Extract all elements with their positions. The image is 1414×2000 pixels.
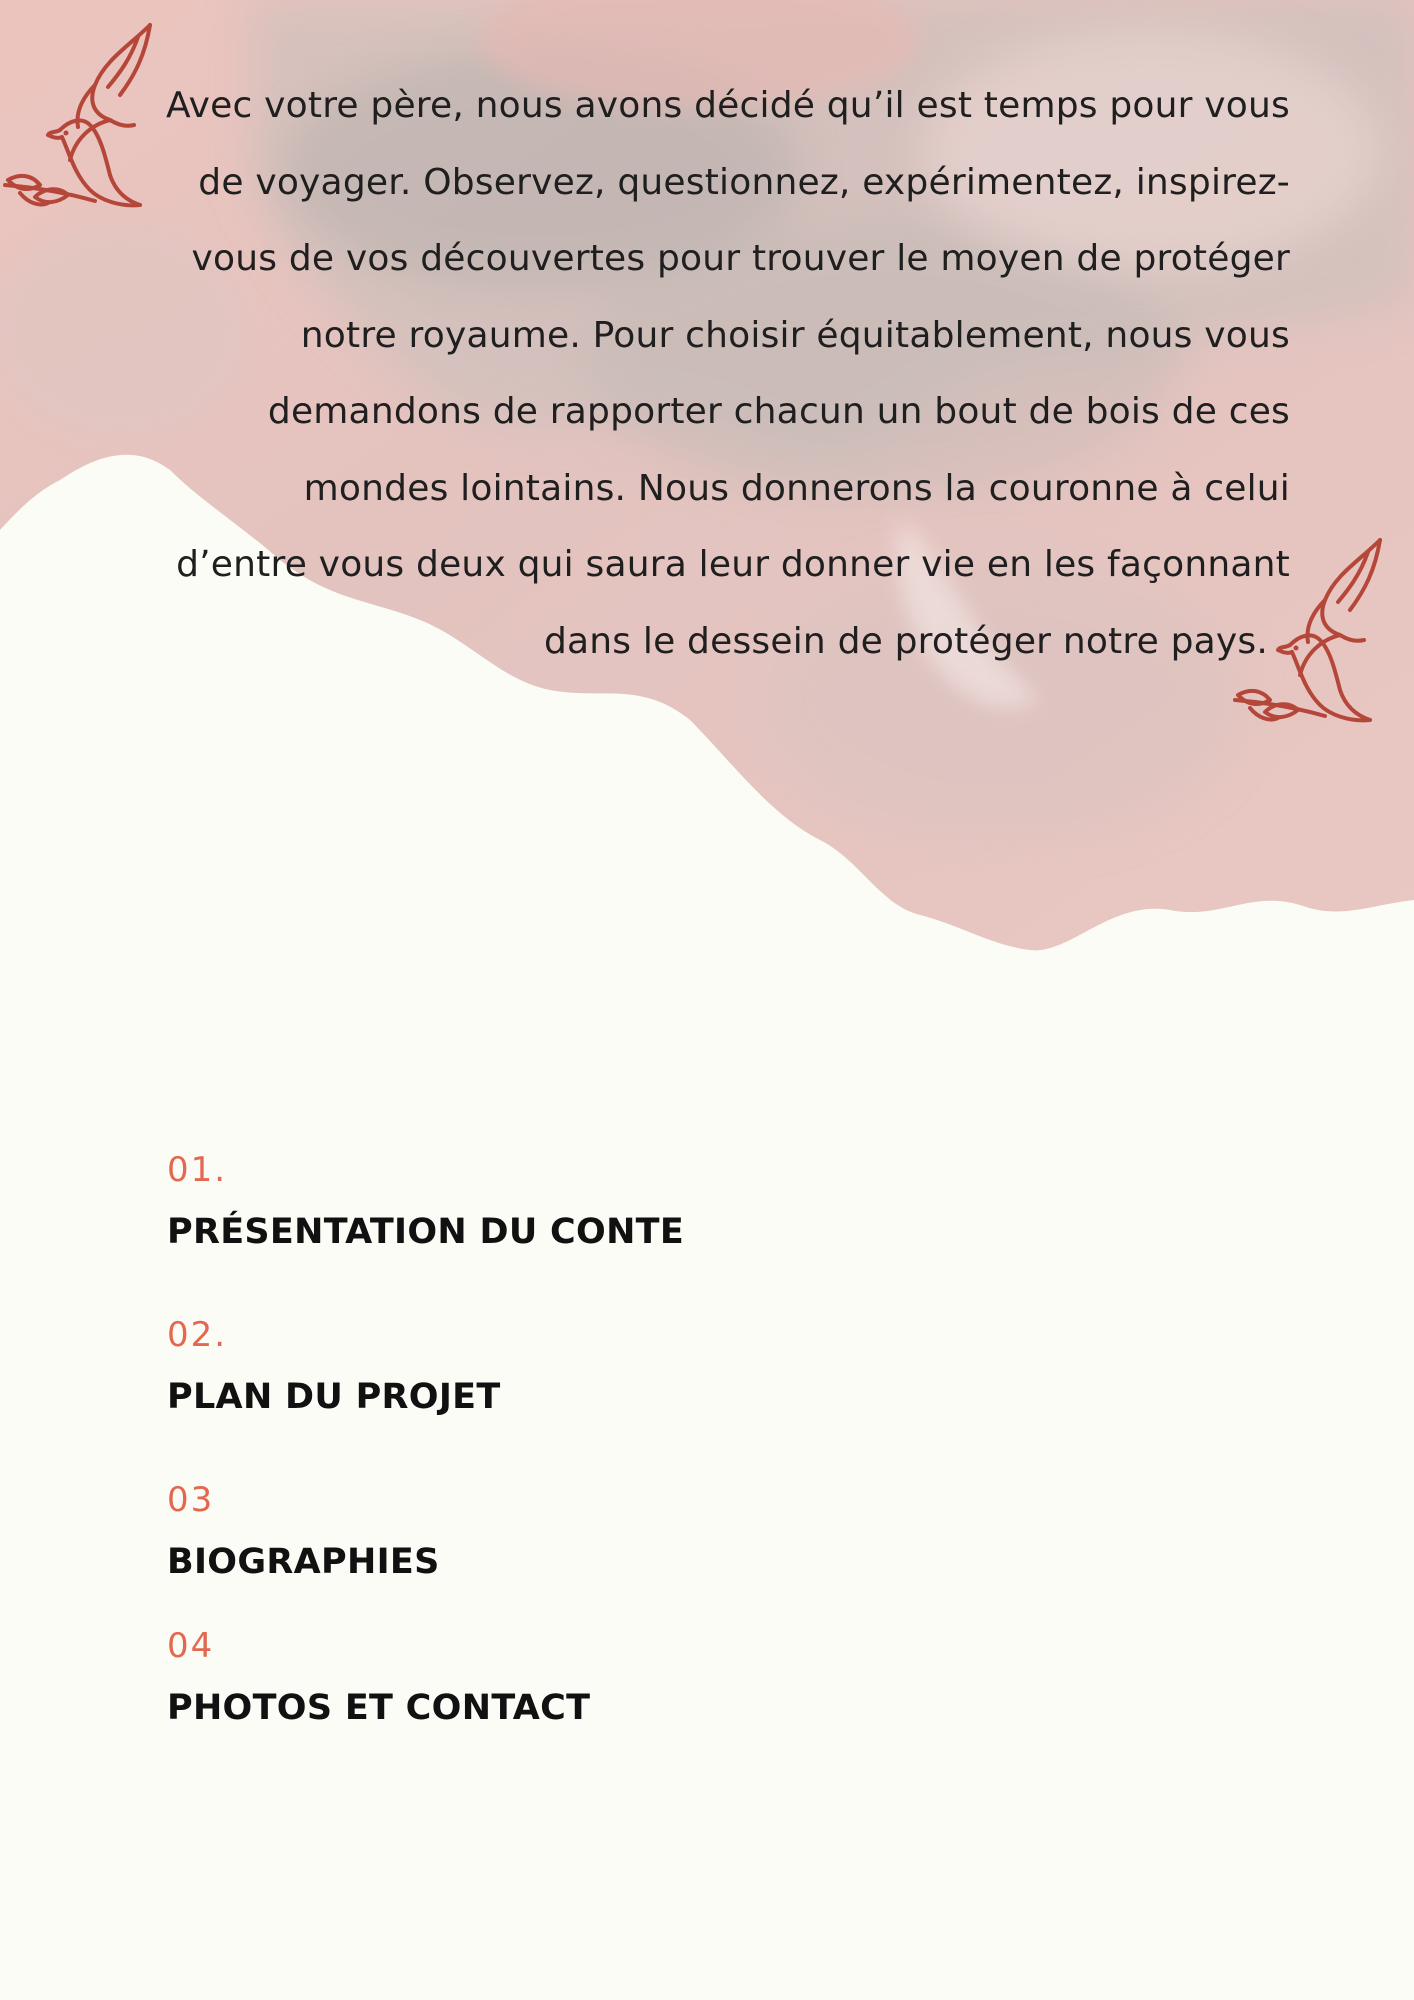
intro-line: mondes lointains. Nous donnerons la couronne à celui xyxy=(303,467,1290,509)
toc-number: 01. xyxy=(167,1150,228,1190)
toc-item xyxy=(167,1315,501,1419)
toc-number: 04 xyxy=(167,1626,215,1666)
toc-number: 03 xyxy=(167,1480,215,1520)
dove-with-olive-branch-icon xyxy=(0,15,170,220)
toc-item xyxy=(167,1150,684,1254)
intro-line: demandons de rapporter chacun un bout de bois de ces xyxy=(267,391,1290,432)
toc-title: PRÉSENTATION DU CONTE xyxy=(167,1212,685,1252)
intro-paragraph xyxy=(150,68,1290,680)
toc-item xyxy=(167,1626,590,1730)
toc-number: 02. xyxy=(167,1315,228,1355)
toc-title: BIOGRAPHIES xyxy=(167,1542,440,1582)
intro-line: notre royaume. Pour choisir équitablement, nous vous xyxy=(300,314,1290,356)
intro-line: dans le dessein de protéger notre pays. xyxy=(543,620,1268,662)
intro-line: d’entre vous deux qui saura leur donner vie en les façonnant xyxy=(176,544,1290,585)
dove-with-olive-branch-icon xyxy=(1230,530,1400,735)
toc-title: PHOTOS ET CONTACT xyxy=(167,1688,591,1728)
toc-title: PLAN DU PROJET xyxy=(167,1377,501,1417)
toc-item xyxy=(167,1480,440,1584)
intro-line: de voyager. Observez, questionnez, expérimentez, inspirez- xyxy=(198,161,1290,203)
intro-line: vous de vos découvertes pour trouver le moyen de protéger xyxy=(191,238,1290,279)
intro-line: Avec votre père, nous avons décidé qu’il est temps pour vous xyxy=(165,85,1290,126)
